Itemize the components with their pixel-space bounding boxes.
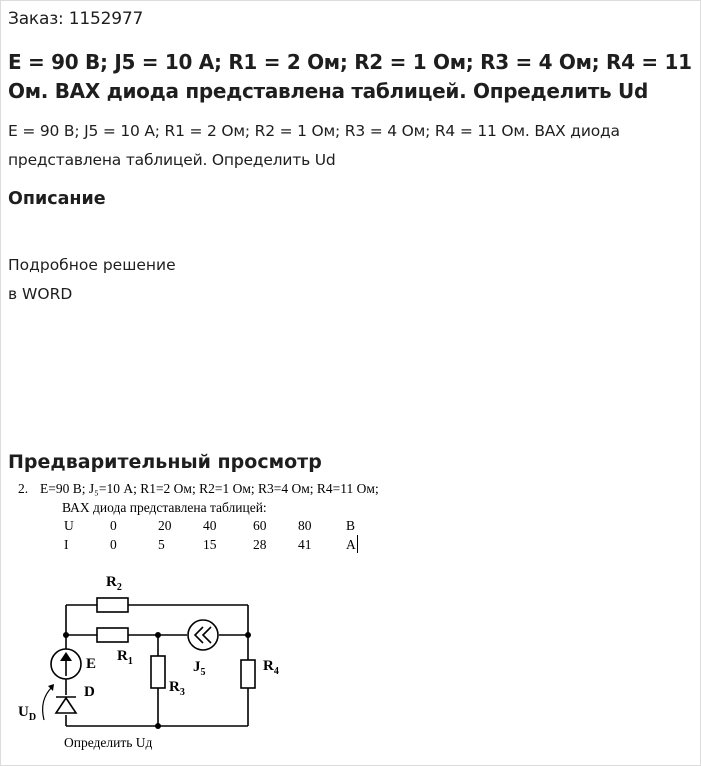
description-heading: Описание: [8, 189, 106, 209]
table-cell: 41: [298, 537, 312, 552]
resistor-r4: [241, 660, 255, 688]
item-number: 2.: [18, 481, 29, 496]
junction-node: [155, 723, 161, 729]
table-cell: U: [64, 518, 74, 533]
voltage-source-e: [51, 649, 81, 679]
resistor-r3: [151, 656, 165, 688]
label-r4: $R_4$: [263, 658, 279, 677]
page-subtitle: E = 90 В; J5 = 10 А; R1 = 2 Ом; R2 = 1 Ом; R3 = 4 Ом; R4 = 11 Ом. ВАХ диода представлена таблицей. Определить Ud: [8, 122, 620, 169]
table-cell: I: [64, 537, 69, 552]
junction-node: [63, 632, 69, 638]
voltage-arrow-ud: [43, 687, 52, 720]
page-title: E = 90 В; J5 = 10 А; R1 = 2 Ом; R2 = 1 Ом; R3 = 4 Ом; R4 = 11 Ом. ВАХ диода представлена таблицей. Определить Ud: [8, 50, 692, 103]
label-r2: $R_2$: [106, 574, 122, 593]
label-j5: $J_5$: [193, 659, 206, 678]
text-cursor: [357, 535, 358, 553]
table-caption: ВАХ диода представлена таблицей:: [62, 500, 267, 515]
table-cell: 0: [110, 537, 117, 552]
label-d: D: [84, 684, 95, 700]
label-r3: $R_3$: [169, 679, 185, 698]
diode-d: [56, 697, 76, 713]
table-cell: А: [346, 537, 356, 552]
table-cell: 20: [158, 518, 172, 533]
find-instruction: Определить Uд: [64, 735, 153, 750]
current-source-j5: [188, 620, 218, 650]
resistor-r1: [97, 628, 128, 642]
table-cell: 40: [203, 518, 217, 533]
table-cell: 28: [253, 537, 267, 552]
order-number: Заказ: 1152977: [8, 9, 144, 29]
label-r1: $R_1$: [117, 648, 133, 667]
table-cell: 80: [298, 518, 312, 533]
label-e: E: [86, 656, 97, 672]
table-cell: 0: [110, 518, 117, 533]
table-cell: В: [346, 518, 356, 533]
table-cell: 15: [203, 537, 217, 552]
table-cell: 60: [253, 518, 267, 533]
table-cell: 5: [158, 537, 165, 552]
problem-statement: E=90 В; J₅=10 А; R1=2 Ом; R2=1 Ом; R3=4 Ом; R4=11 Ом;: [40, 481, 379, 496]
circuit-diagram: [0, 560, 300, 760]
description-text: [8, 251, 176, 309]
description-line: в WORD: [8, 285, 73, 303]
description-line: Подробное решение: [8, 256, 176, 274]
preview-heading: Предварительный просмотр: [8, 451, 322, 473]
junction-node: [245, 632, 251, 638]
label-ud: $U_D$: [18, 704, 37, 723]
junction-node: [155, 632, 161, 638]
resistor-r2: [97, 598, 128, 612]
